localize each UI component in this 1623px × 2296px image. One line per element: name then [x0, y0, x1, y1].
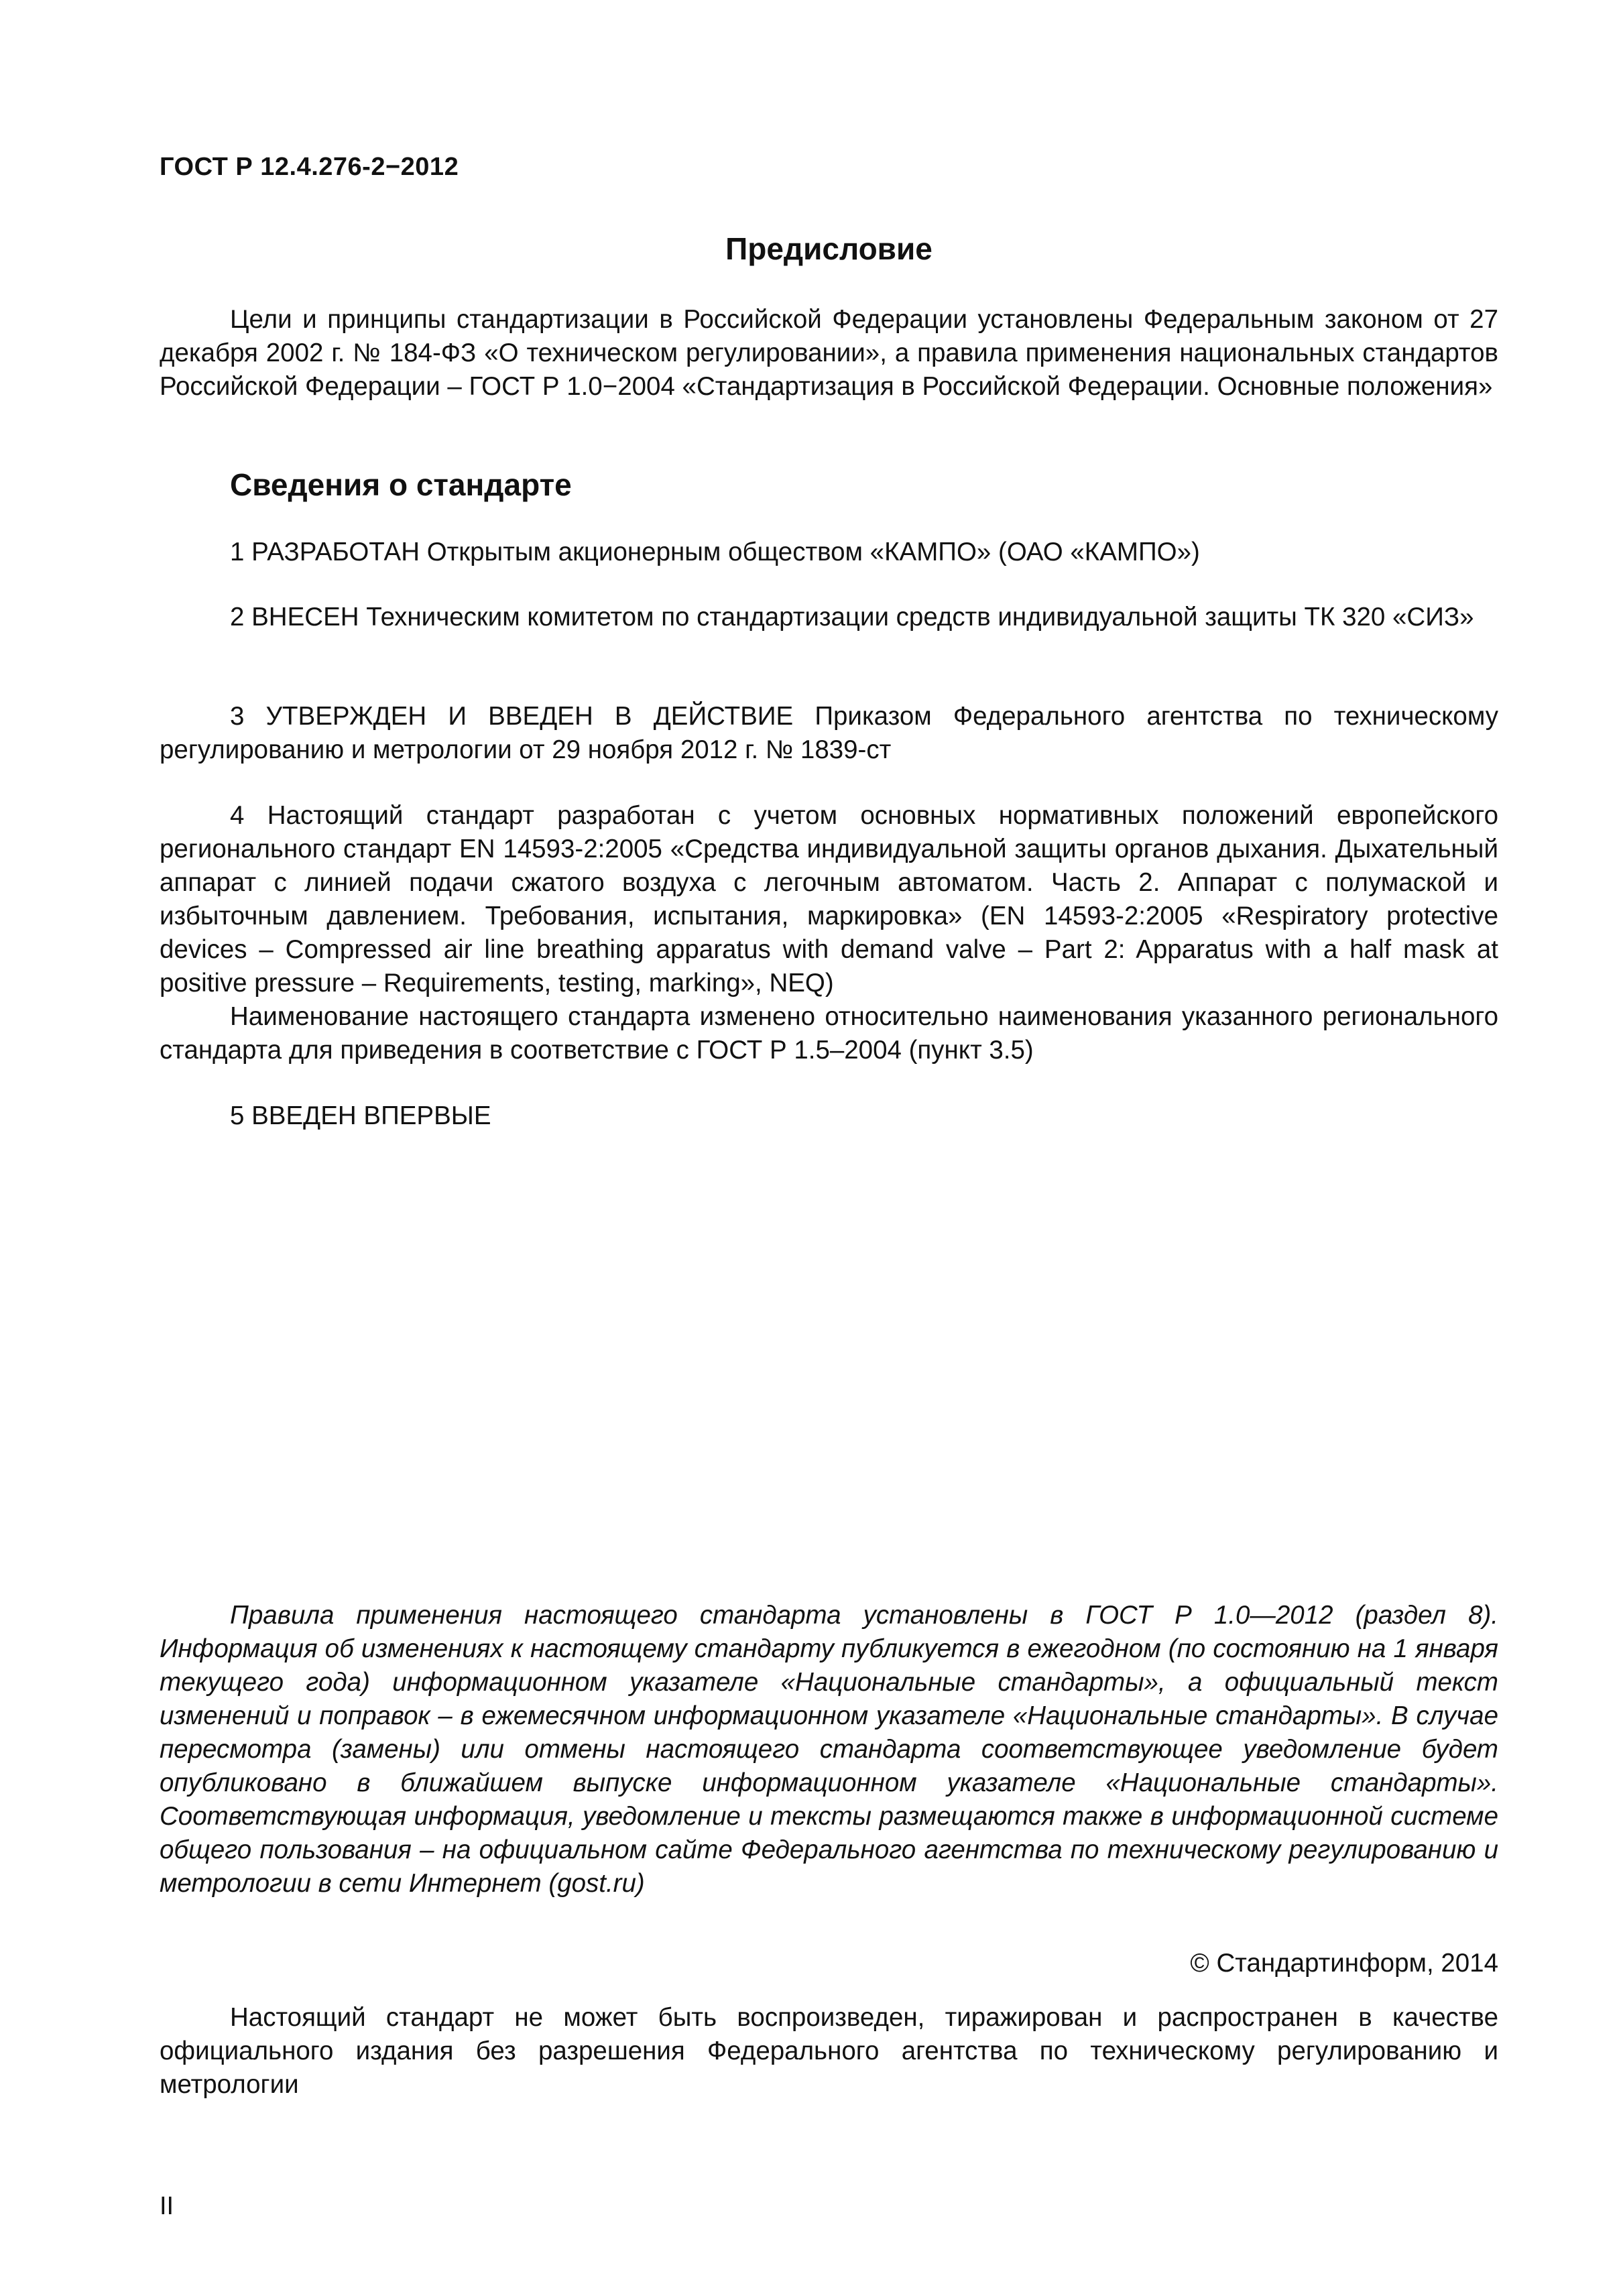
copyright-line: © Стандартинформ, 2014	[1190, 1949, 1498, 1978]
info-item-basis: 4 Настоящий стандарт разработан с учетом основных нормативных положений европейского регионального стандарт EN 14593-2:2005 «Средства индивидуальной защиты органов дыхания. Дыхательный аппарат с линией подачи сжатого воздуха с легочным автоматом. Часть 2. Аппарат с полумаской и избыточным давлением. Требования, испытания, маркировка» (EN 14593-2:2005 «Respiratory protective devices – Compressed air line breathing apparatus with demand valve – Part 2: Apparatus with a half mask at positive pressure – Requirements, testing, marking», NEQ)	[160, 801, 1498, 998]
page-number: II	[160, 2192, 174, 2220]
info-item-introduced: 2 ВНЕСЕН Техническим комитетом по стандартизации средств индивидуальной защиты ТК 320 «СИЗ»	[230, 603, 1474, 631]
info-item-first-introduced: 5 ВВЕДЕН ВПЕРВЫЕ	[230, 1101, 491, 1130]
info-item-name-change: Наименование настоящего стандарта изменено относительно наименования указанного регионального стандарта для приведения в соответствие с ГОСТ Р 1.5–2004 (пункт 3.5)	[160, 1002, 1498, 1065]
standard-info-title: Сведения о стандарте	[230, 467, 572, 502]
standard-code-header: ГОСТ Р 12.4.276-2−2012	[160, 153, 459, 181]
reproduction-notice: Настоящий стандарт не может быть воспроизведен, тиражирован и распространен в качестве официального издания без разрешения Федерального агентства по техническому регулированию и метрологии	[160, 2003, 1498, 2099]
foreword-title: Предисловие	[725, 231, 933, 266]
rules-notice: Правила применения настоящего стандарта установлены в ГОСТ Р 1.0—2012 (раздел 8). Информация об изменениях к настоящему стандарту публикуется в ежегодном (по состоянию на 1 января текущего года) информационном указателе «Национальные стандарты», а официальный текст изменений и поправок – в ежемесячном информационном указателе «Национальные стандарты». В случае пересмотра (замены) или отмены настоящего стандарта соответствующее уведомление будет опубликовано в ближайшем выпуске информационном указателе «Национальные стандарты». Соответствующая информация, уведомление и тексты размещаются также в информационной системе общего пользования – на официальном сайте Федерального агентства по техническому регулированию и метрологии в сети Интернет (gost.ru)	[160, 1601, 1498, 1898]
foreword-text: Цели и принципы стандартизации в Российской Федерации установлены Федеральным законом от 27 декабря 2002 г. № 184-ФЗ «О техническом регулировании», а правила применения национальных стандартов Российской Федерации – ГОСТ Р 1.0−2004 «Стандартизация в Российской Федерации. Основные положения»	[160, 305, 1498, 401]
info-item-approved: 3 УТВЕРЖДЕН И ВВЕДЕН В ДЕЙСТВИЕ Приказом Федерального агентства по техническому регулированию и метрологии от 29 ноября 2012 г. № 1839-ст	[160, 702, 1498, 764]
info-item-developed: 1 РАЗРАБОТАН Открытым акционерным обществом «КАМПО» (ОАО «КАМПО»)	[230, 538, 1200, 566]
